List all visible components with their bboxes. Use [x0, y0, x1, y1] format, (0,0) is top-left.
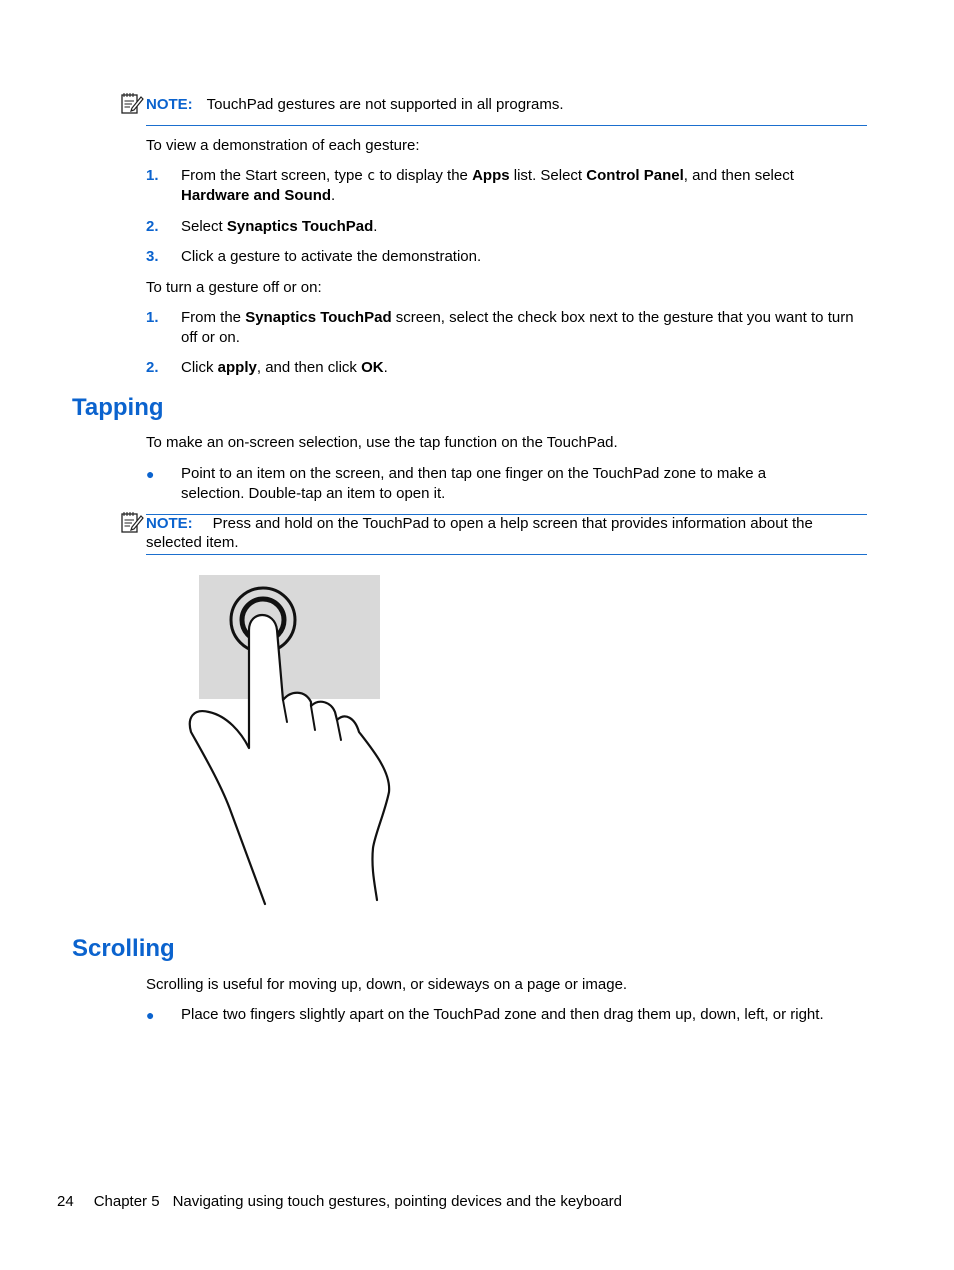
step-text: Click	[181, 359, 218, 376]
page-footer	[57, 1192, 622, 1212]
demo-step-3: Click a gesture to activate the demonstration.	[181, 248, 482, 265]
control-panel-term: Control Panel	[586, 167, 684, 184]
step-text: Select	[181, 218, 227, 235]
step-number: 3.	[146, 248, 159, 265]
toggle-step-1	[181, 308, 867, 348]
step-text: .	[383, 359, 388, 376]
hardware-sound-term: Hardware and Sound	[181, 187, 332, 204]
synaptics-term: Synaptics TouchPad	[245, 309, 392, 326]
demo-step-2	[181, 217, 867, 237]
step-text: From the	[181, 309, 246, 326]
step-text: .	[373, 218, 378, 235]
note-icon	[120, 510, 144, 534]
step-number: 1.	[146, 309, 159, 326]
step-text: to display the	[375, 167, 473, 184]
apply-term: apply	[217, 359, 257, 376]
note-tp-support	[146, 95, 867, 114]
step-number: 2.	[146, 359, 159, 376]
key-c: c	[366, 168, 376, 184]
apps-term: Apps	[472, 167, 510, 184]
demo-intro: To view a demonstration of each gesture:	[146, 137, 420, 154]
step-text: list. Select	[509, 167, 587, 184]
ok-term: OK	[361, 359, 384, 376]
page-number: 24	[57, 1193, 74, 1210]
step-number: 1.	[146, 167, 159, 184]
step-text: screen, select the check box next to the gesture that you want to turn off or on.	[181, 309, 854, 346]
note-text: TouchPad gestures are not supported in all programs.	[206, 96, 564, 113]
step-text: .	[331, 187, 336, 204]
note-text: Press and hold on the TouchPad to open a help screen that provides information about the selected item.	[146, 515, 813, 551]
tapping-intro: To make an on-screen selection, use the tap function on the TouchPad.	[146, 434, 618, 451]
toggle-intro: To turn a gesture off or on:	[146, 279, 322, 296]
tapping-bullet-text: Point to an item on the screen, and then tap one finger on the TouchPad zone to make a selection. Double-tap an item to open it.	[181, 465, 767, 502]
scrolling-bullet-text: Place two fingers slightly apart on the TouchPad zone and then drag them up, down, left, or right.	[181, 1006, 824, 1023]
step-number: 2.	[146, 218, 159, 235]
step-text: From the Start screen, type	[181, 167, 367, 184]
note-label: NOTE:	[146, 515, 193, 532]
note-label: NOTE:	[146, 96, 193, 113]
bullet: ●	[146, 466, 155, 482]
tapping-heading: Tapping	[72, 394, 164, 421]
tap-gesture-illustration	[185, 572, 395, 912]
note-rule	[146, 554, 867, 555]
chapter-title: Navigating using touch gestures, pointing devices and the keyboard	[172, 1193, 623, 1210]
scrolling-heading: Scrolling	[72, 935, 175, 962]
note-icon	[120, 91, 144, 115]
step-text: , and then click	[256, 359, 362, 376]
chapter-label: Chapter 5	[93, 1193, 160, 1210]
synaptics-term: Synaptics TouchPad	[226, 218, 374, 235]
bullet: ●	[146, 1007, 155, 1023]
demo-step-1	[181, 166, 867, 206]
toggle-step-2	[181, 358, 867, 378]
scrolling-intro: Scrolling is useful for moving up, down, or sideways on a page or image.	[146, 976, 628, 993]
note-press-hold	[146, 514, 867, 552]
note-rule	[146, 125, 867, 126]
step-text: , and then select	[683, 167, 794, 184]
